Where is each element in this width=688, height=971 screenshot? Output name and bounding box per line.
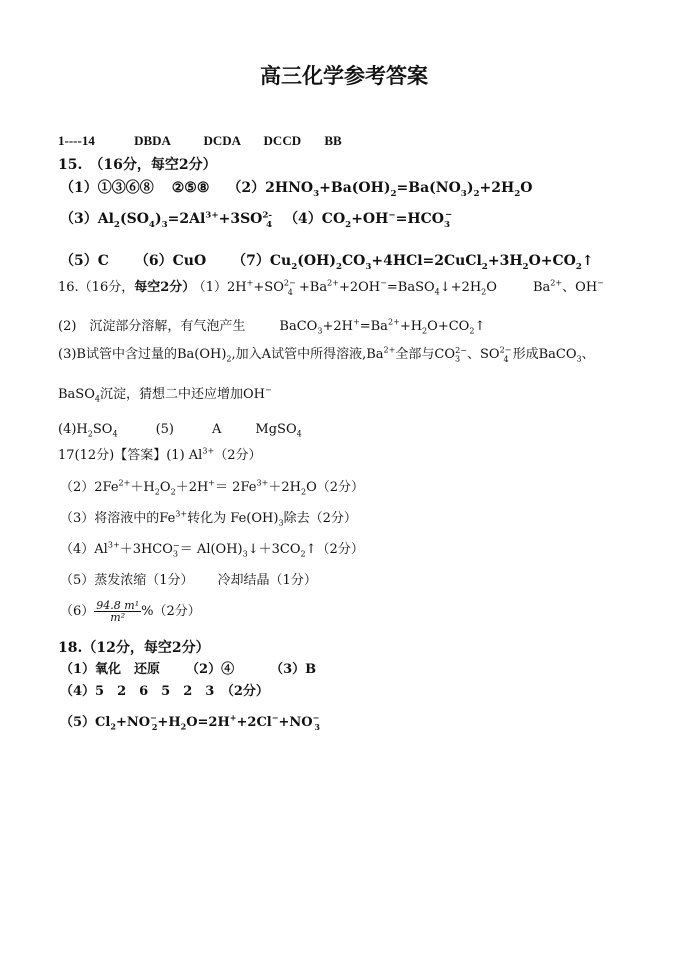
subscript: 3 <box>278 518 284 528</box>
answer-text: （2）④ <box>186 662 235 677</box>
answer-group: DCCD <box>263 133 302 148</box>
superscript: 2- <box>262 210 273 221</box>
answer-text: （5）C <box>60 253 109 269</box>
answer-text: +2OH <box>338 280 381 295</box>
answer-text: ,加入A试管中所得溶液,Ba <box>231 347 384 362</box>
answer-text: BaCO <box>279 319 318 334</box>
subscript: 4 <box>94 394 100 404</box>
subscript: 2 <box>469 326 475 336</box>
superscript: 3+ <box>107 540 120 550</box>
answer-text: +2H <box>479 180 515 196</box>
answer-text: =Ba <box>359 319 388 334</box>
answer-text: +4HCl=2CuCl <box>371 253 482 269</box>
superscript: 2− <box>455 345 467 355</box>
answer-text: ＝ 2Fe <box>215 480 257 495</box>
answer-text: （6） <box>60 604 95 619</box>
answer-text: （5）蒸发浓缩（1分） <box>60 573 194 588</box>
subscript: 2 <box>170 487 176 497</box>
answer-text: 形成BaCO <box>512 347 577 362</box>
subscript: 2 <box>481 261 488 272</box>
answer-text: O（2分） <box>306 480 364 495</box>
q15-line-3 <box>60 253 594 272</box>
answer-text: ↓+2H <box>439 280 482 295</box>
answer-row-1-14 <box>58 134 342 147</box>
answer-text: +OH <box>351 211 389 227</box>
subscript: 2 <box>151 721 158 732</box>
answer-text: （1）2H <box>199 280 247 295</box>
subscript: 2 <box>110 721 116 732</box>
superscript: − <box>312 712 320 723</box>
q17-line-3 <box>60 509 357 528</box>
subscript: 4 <box>266 219 273 230</box>
answer-text: =Ba(NO <box>396 180 461 196</box>
subscript: 4 <box>112 429 118 439</box>
answer-text: （1）氧化 还原 <box>60 662 161 677</box>
answer-text: 17(12分)【答案】(1) Al <box>58 448 203 463</box>
answer-text: ) <box>154 211 162 227</box>
answer-text: m² <box>110 611 126 624</box>
subscript: 2 <box>522 261 529 272</box>
subscript: 4 <box>148 219 155 230</box>
answer-text: 、OH <box>562 280 598 295</box>
answer-text: +H <box>399 319 423 334</box>
subscript: 3 <box>172 549 179 559</box>
superscript: − <box>444 210 453 221</box>
q16-line-4 <box>58 385 272 404</box>
q17-line-4 <box>60 540 364 559</box>
answer-text: 每空2分） <box>134 280 196 295</box>
answer-text: ＝ Al(OH) <box>179 542 243 557</box>
superscript: + <box>246 278 254 288</box>
answer-text: Ba <box>532 280 551 295</box>
q17-line-6 <box>60 600 201 623</box>
superscript: − <box>388 210 396 221</box>
subscript: 2 <box>154 487 160 497</box>
answer-text: CO <box>341 253 366 269</box>
q15-line-2 <box>60 210 453 230</box>
superscript: + <box>208 478 216 488</box>
answer-text: O <box>486 280 497 295</box>
answer-text: ) <box>466 180 474 196</box>
answer-text: （3）B <box>270 662 317 677</box>
q17-line-1 <box>58 446 262 463</box>
answer-text: BaSO <box>58 387 95 402</box>
superscript: − <box>380 278 387 288</box>
answer-text: 全部与CO <box>395 347 455 362</box>
superscript: 3+ <box>256 478 269 488</box>
subscript: 2 <box>473 188 480 199</box>
superscript: 2+ <box>383 345 396 355</box>
subscript: 4 <box>287 287 293 297</box>
superscript: + <box>229 712 237 723</box>
answer-text: （7）Cu <box>232 253 292 269</box>
answer-text: (5) <box>155 422 175 437</box>
subscript: 2 <box>291 261 298 272</box>
answer-text: 冷却结晶（1分） <box>217 573 317 588</box>
answer-text: 除去（2分） <box>283 511 357 526</box>
answer-text: (OH) <box>297 253 336 269</box>
superscript: − <box>150 712 157 723</box>
answer-text: =2Al <box>167 211 206 227</box>
answer-text: 沉淀，猜想二中还应增加OH <box>100 387 265 402</box>
answer-text: （5）Cl <box>60 715 111 730</box>
superscript: 2− <box>499 345 512 355</box>
q18-line-3 <box>60 712 320 732</box>
answer-text: （2）2Fe <box>60 480 119 495</box>
answer-text: ＋2H <box>268 480 301 495</box>
answer-text: +NO <box>278 715 313 730</box>
q18-line-2: （4）5 2 6 5 2 3 （2分） <box>60 684 269 699</box>
answer-text: +NO <box>115 715 151 730</box>
answer-text: ＋3HCO <box>119 542 173 557</box>
q18-line-1 <box>60 663 316 676</box>
subscript: 3 <box>443 219 450 230</box>
answer-text: +Ba <box>298 280 328 295</box>
superscript: 2+ <box>550 278 563 288</box>
answer-text: （3）将溶液中的Fe <box>60 511 176 526</box>
superscript: − <box>597 278 604 288</box>
superscript: 2+ <box>387 317 400 327</box>
answer-text: +3SO <box>218 211 263 227</box>
answer-text: （2分） <box>214 448 262 463</box>
q18-heading: 18.（12分，每空2分） <box>58 640 210 656</box>
answer-text: (2) 沉淀部分溶解，有气泡产生 <box>58 319 246 334</box>
q15-heading: 15. （16分，每空2分） <box>58 157 217 173</box>
answer-group: DCDA <box>203 133 241 148</box>
superscript: − <box>265 385 272 395</box>
answer-text: ＋2H <box>175 480 209 495</box>
q17-line-5 <box>60 574 317 587</box>
answer-text: 94.8 m¹ <box>96 599 140 612</box>
answer-text: （1）①③⑥⑧ <box>60 180 154 196</box>
answer-text: O <box>520 180 533 196</box>
superscript: 3+ <box>205 210 219 221</box>
answer-text: (3)B试管中含过量的Ba(OH) <box>58 347 227 362</box>
answer-text: O <box>159 480 171 495</box>
answer-text: +Ba(OH) <box>319 180 391 196</box>
subscript: 2 <box>300 487 307 497</box>
superscript: 3+ <box>202 446 215 456</box>
answer-text: （6）CuO <box>134 253 207 269</box>
q17-line-2 <box>60 478 364 497</box>
superscript: 3+ <box>175 509 188 519</box>
superscript: 2+ <box>327 278 339 288</box>
subscript: 2 <box>113 219 120 230</box>
answer-text: A <box>212 422 222 437</box>
superscript: 2+ <box>118 478 131 488</box>
q16-line-1 <box>58 278 604 297</box>
subscript: 2 <box>87 429 93 439</box>
subscript: 3 <box>455 354 461 364</box>
answer-text: =HCO <box>395 211 444 227</box>
answer-text: O=2H <box>186 715 230 730</box>
q16-line-2 <box>58 317 486 336</box>
superscript: + <box>352 317 360 327</box>
q16-line-5 <box>58 422 302 439</box>
superscript: − <box>173 540 180 550</box>
subscript: 3 <box>317 326 323 336</box>
subscript: 3 <box>365 261 372 272</box>
subscript: 2 <box>345 219 352 230</box>
answer-text: （4）CO <box>284 211 346 227</box>
answer-group: DBDA <box>134 133 171 148</box>
subscript: 3 <box>242 549 248 559</box>
answer-text: ②⑤⑧ <box>171 180 210 196</box>
subscript: 2 <box>300 549 306 559</box>
answer-text: +2Cl <box>236 715 272 730</box>
answer-text: +3H <box>487 253 523 269</box>
answer-text: +H <box>157 715 181 730</box>
subscript: 3 <box>314 721 320 732</box>
subscript: 4 <box>296 429 302 439</box>
answer-text: ＋H <box>130 480 155 495</box>
answer-text: O+CO <box>427 319 470 334</box>
answer-text: ↓＋3CO <box>247 542 301 557</box>
superscript: 2− <box>283 278 296 288</box>
fraction <box>94 600 141 623</box>
subscript: 3 <box>576 354 582 364</box>
answer-text: %（2分） <box>141 604 201 619</box>
answer-text: +2H <box>322 319 353 334</box>
q15-line-1 <box>60 180 533 199</box>
subscript: 2 <box>390 188 397 199</box>
subscript: 3 <box>161 219 168 230</box>
range-label: 1----14 <box>58 133 95 148</box>
subscript: 2 <box>335 261 342 272</box>
subscript: 4 <box>434 287 440 297</box>
answer-text: MgSO <box>255 422 297 437</box>
subscript: 3 <box>313 188 320 199</box>
answer-group: BB <box>324 133 342 148</box>
answer-text: ↑（2分） <box>305 542 364 557</box>
answer-text: （3）Al <box>60 211 114 227</box>
answer-text: 转化为 Fe(OH) <box>187 511 279 526</box>
subscript: 3 <box>460 188 467 199</box>
answer-text: 16.（16分， <box>58 280 135 295</box>
subscript: 2 <box>514 188 521 199</box>
answer-text: O+CO <box>528 253 576 269</box>
answer-text: 、SO <box>467 347 500 362</box>
answer-text: （2）2HNO <box>227 180 314 196</box>
answer-text: ↑ <box>581 253 594 269</box>
answer-text: ↑ <box>474 319 486 334</box>
page-title: 高三化学参考答案 <box>260 64 428 88</box>
answer-text: =BaSO <box>386 280 435 295</box>
subscript: 4 <box>503 354 509 364</box>
subscript: 2 <box>575 261 582 272</box>
subscript: 2 <box>481 287 487 297</box>
answer-text: SO <box>92 422 113 437</box>
answer-text: +SO <box>253 280 284 295</box>
answer-text: (4)H <box>58 422 88 437</box>
subscript: 2 <box>180 721 187 732</box>
answer-text: （4）Al <box>60 542 108 557</box>
q16-line-3 <box>58 345 595 364</box>
subscript: 2 <box>422 326 428 336</box>
answer-text: 、 <box>581 347 595 362</box>
subscript: 2 <box>226 354 232 364</box>
superscript: − <box>271 712 279 723</box>
answer-text: (SO <box>119 211 149 227</box>
